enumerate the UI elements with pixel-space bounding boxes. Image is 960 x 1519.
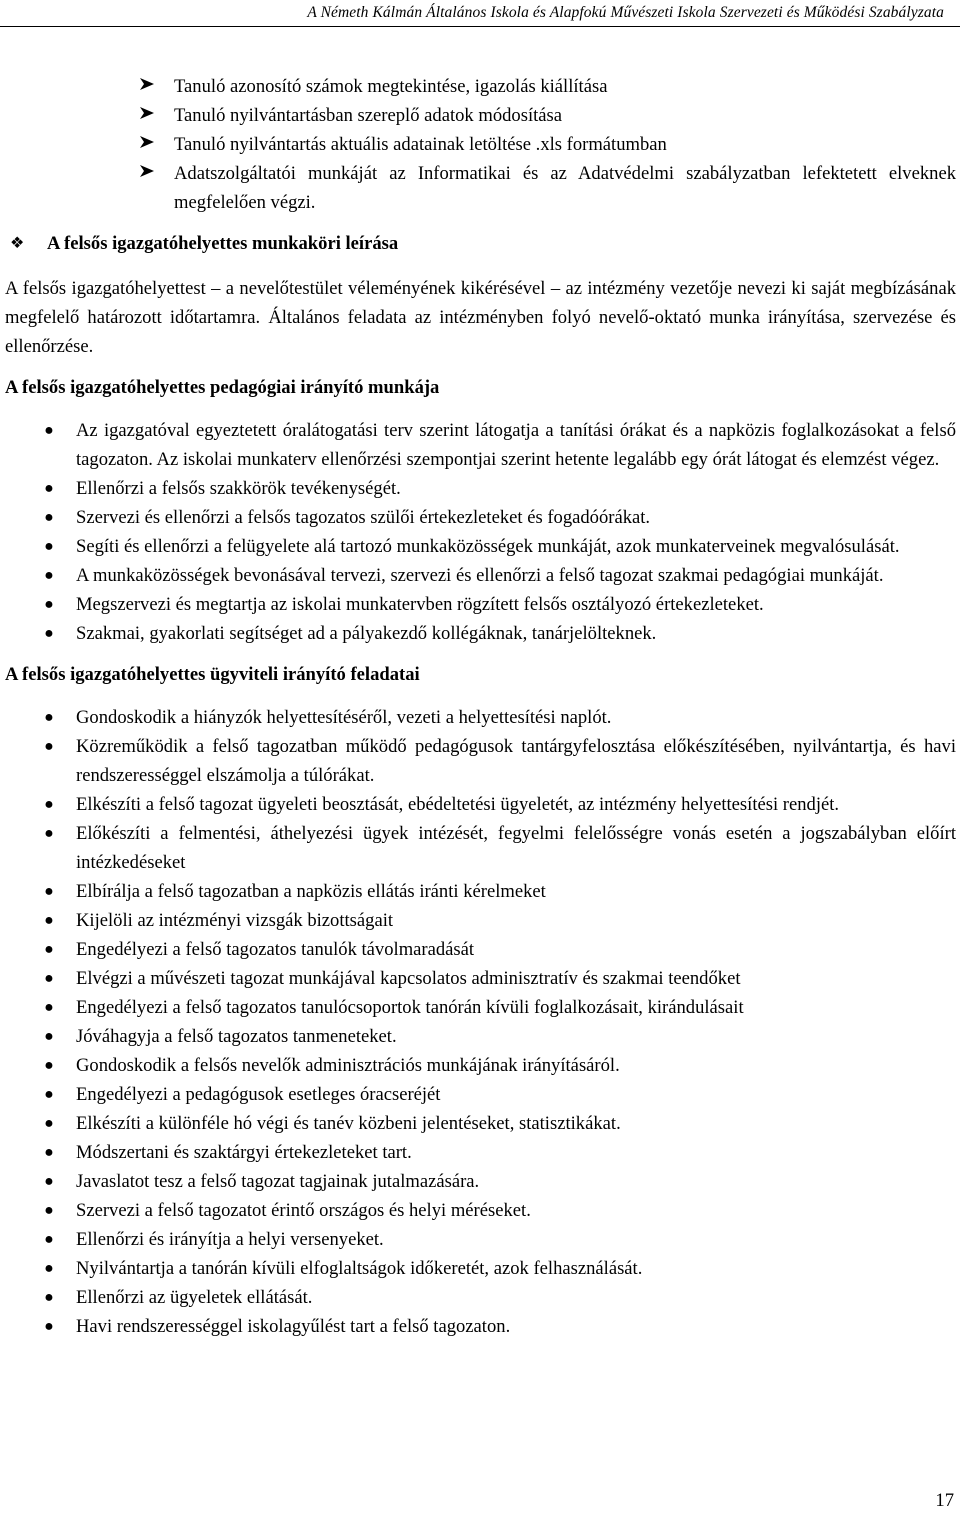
round-bullet-icon: ●	[44, 1144, 54, 1161]
header-rule	[0, 26, 960, 27]
list-item: ● Javaslatot tesz a felső tagozat tagjainak jutalmazására.	[5, 1167, 956, 1196]
list-item: Tanuló nyilvántartásban szereplő adatok módosítása	[5, 101, 956, 130]
round-bullet-icon: ●	[44, 422, 54, 439]
list-item: ● Elkészíti a felső tagozat ügyeleti beosztását, ebédeltetési ügyeletét, az intézmény helyettesítési rendjét.	[5, 790, 956, 819]
list-item: ● Elbírálja a felső tagozatban a napközis ellátás iránti kérelmeket	[5, 877, 956, 906]
section-title: A felsős igazgatóhelyettes ügyviteli irányító feladatai	[5, 664, 420, 685]
round-bullet-icon: ●	[44, 941, 54, 958]
list-item: ● Szervezi és ellenőrzi a felsős tagozatos szülői értekezleteket és fogadóórákat.	[5, 503, 956, 532]
page-number: 17	[935, 1490, 954, 1511]
arrowhead-bullet-icon	[139, 72, 159, 101]
list-item: ● Segíti és ellenőrzi a felügyelete alá tartozó munkaközösségek munkáját, azok munkaterveinek megvalósulását.	[5, 532, 956, 561]
section-title: A felsős igazgatóhelyettes pedagógiai irányító munkája	[5, 377, 440, 398]
list-item: ● Szervezi a felső tagozatot érintő országos és helyi méréseket.	[5, 1196, 956, 1225]
round-bullet-icon: ●	[44, 1289, 54, 1306]
round-bullet-icon: ●	[44, 796, 54, 813]
list-item: ● Szakmai, gyakorlati segítséget ad a pályakezdő kollégáknak, tanárjelölteknek.	[5, 619, 956, 648]
round-bullet-icon: ●	[44, 1115, 54, 1132]
four-diamond-bullet-icon: ❖	[10, 235, 25, 252]
list-item: ● Gondoskodik a felsős nevelők adminisztrációs munkájának irányításáról.	[5, 1051, 956, 1080]
list-item: ● Engedélyezi a pedagógusok esetleges óracseréjét	[5, 1080, 956, 1109]
list-item: ● A munkaközösségek bevonásával tervezi, szervezi és ellenőrzi a felső tagozat szakmai pedagógiai munkáját.	[5, 561, 956, 590]
round-bullet-icon: ●	[44, 1231, 54, 1248]
list-item: ● Elkészíti a különféle hó végi és tanév közbeni jelentéseket, statisztikákat.	[5, 1109, 956, 1138]
round-bullet-icon: ●	[44, 1202, 54, 1219]
list-item: ● Ellenőrzi és irányítja a helyi versenyeket.	[5, 1225, 956, 1254]
arrowhead-bullet-icon	[139, 101, 159, 130]
round-bullet-icon: ●	[44, 999, 54, 1016]
list-item: ● Elvégzi a művészeti tagozat munkájával kapcsolatos adminisztratív és szakmai teendőket	[5, 964, 956, 993]
permission-list	[5, 72, 956, 217]
arrowhead-bullet-icon	[139, 130, 159, 159]
round-bullet-icon: ●	[44, 1173, 54, 1190]
list-item: ● Az igazgatóval egyeztetett óralátogatási terv szerint látogatja a tanítási órákat és a napközis foglalkozásokat a felső tagozaton. Az iskolai munkaterv ellenőrzési szempontjai szerint hetente legalább egy órát látogat és elemzést végez.	[5, 416, 956, 474]
round-bullet-icon: ●	[44, 912, 54, 929]
round-bullet-icon: ●	[44, 509, 54, 526]
list-item: ● Engedélyezi a felső tagozatos tanulócsoportok tanórán kívüli foglalkozásait, kirándulásait	[5, 993, 956, 1022]
list-item: Tanuló azonosító számok megtekintése, igazolás kiállítása	[5, 72, 956, 101]
list-item: ● Havi rendszerességgel iskolagyűlést tart a felső tagozaton.	[5, 1312, 956, 1341]
arrowhead-bullet-icon	[139, 159, 159, 188]
round-bullet-icon: ●	[44, 567, 54, 584]
round-bullet-icon: ●	[44, 625, 54, 642]
list-item: Adatszolgáltatói munkáját az Informatikai és az Adatvédelmi szabályzatban lefektetett elveknek megfelelően végzi.	[5, 159, 956, 217]
round-bullet-icon: ●	[44, 1318, 54, 1335]
round-bullet-icon: ●	[44, 480, 54, 497]
list-item: ● Megszervezi és megtartja az iskolai munkatervben rögzített felsős osztályozó értekezleteket.	[5, 590, 956, 619]
list-item: ● Nyilvántartja a tanórán kívüli elfoglaltságok időkeretét, azok felhasználását.	[5, 1254, 956, 1283]
list-item: ● Előkészíti a felmentési, áthelyezési ügyek intézését, fegyelmi felelősségre vonás esetén a jogszabályban előírt intézkedéseket	[5, 819, 956, 877]
round-bullet-icon: ●	[44, 883, 54, 900]
round-bullet-icon: ●	[44, 1028, 54, 1045]
list-item: ● Ellenőrzi a felsős szakkörök tevékenységét.	[5, 474, 956, 503]
round-bullet-icon: ●	[44, 596, 54, 613]
job-description-heading: ❖ A felsős igazgatóhelyettes munkaköri leírása	[5, 229, 956, 258]
pedagogical-duties-list	[5, 416, 956, 648]
round-bullet-icon: ●	[44, 538, 54, 555]
list-item: ● Kijelöli az intézményi vizsgák bizottságait	[5, 906, 956, 935]
list-item: ● Ellenőrzi az ügyeletek ellátását.	[5, 1283, 956, 1312]
round-bullet-icon: ●	[44, 970, 54, 987]
document-header: A Németh Kálmán Általános Iskola és Alapfokú Művészeti Iskola Szervezeti és Működési Szabályzata	[307, 4, 944, 21]
round-bullet-icon: ●	[44, 825, 54, 842]
list-item: ● Gondoskodik a hiányzók helyettesítéséről, vezeti a helyettesítési naplót.	[5, 703, 956, 732]
round-bullet-icon: ●	[44, 1260, 54, 1277]
list-item: Tanuló nyilvántartás aktuális adatainak letöltése .xls formátumban	[5, 130, 956, 159]
intro-paragraph: A felsős igazgatóhelyettest – a nevelőtestület véleményének kikérésével – az intézmény vezetője nevezi ki saját megbízásának megfelelő határozott időtartamra. Általános feladata az intézményben folyó nevelő-oktató munka irányítása, szervezése és ellenőrzése.	[5, 278, 957, 357]
list-item: ● Közreműködik a felső tagozatban működő pedagógusok tantárgyfelosztása előkészítésében, nyilvántartja, és havi rendszerességgel elszámolja a túlórákat.	[5, 732, 956, 790]
round-bullet-icon: ●	[44, 709, 54, 726]
round-bullet-icon: ●	[44, 1057, 54, 1074]
list-item: ● Engedélyezi a felső tagozatos tanulók távolmaradását	[5, 935, 956, 964]
round-bullet-icon: ●	[44, 738, 54, 755]
round-bullet-icon: ●	[44, 1086, 54, 1103]
list-item: ● Jóváhagyja a felső tagozatos tanmeneteket.	[5, 1022, 956, 1051]
administrative-duties-list	[5, 703, 956, 1341]
document-body	[5, 72, 956, 1341]
list-item: ● Módszertani és szaktárgyi értekezleteket tart.	[5, 1138, 956, 1167]
